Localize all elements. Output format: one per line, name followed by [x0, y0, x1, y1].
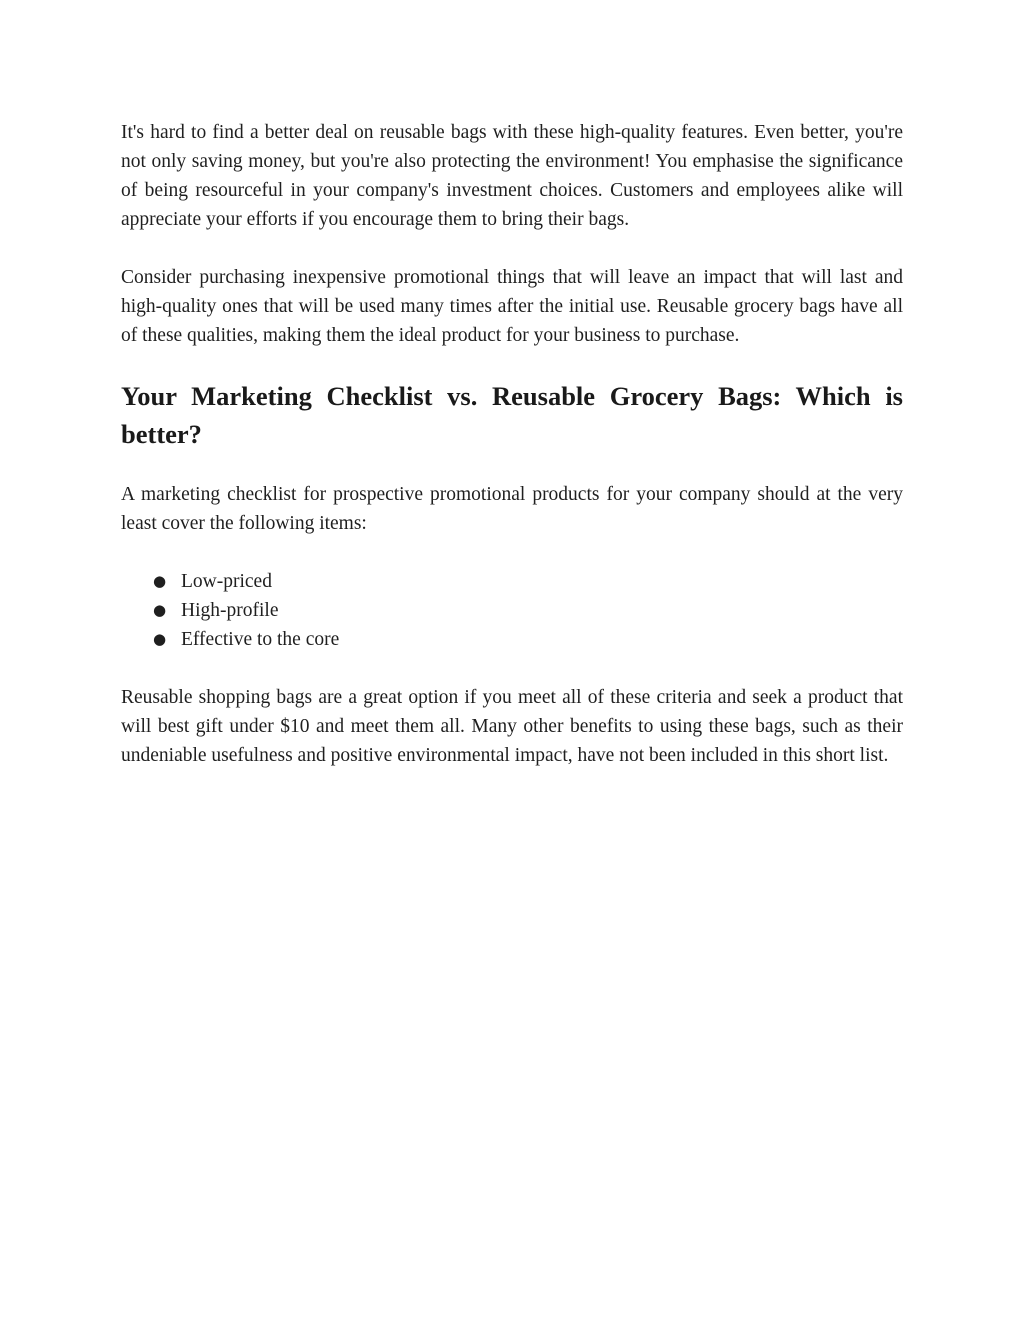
bullet-icon: ● — [153, 601, 167, 619]
checklist-bullet-list — [121, 567, 903, 654]
paragraph-closing: Reusable shopping bags are a great option if you meet all of these criteria and seek a product that will best gift under $10 and meet them all. Many other benefits to using these bags, such as their undeniable usefulness and positive environmental impact, have not been included in this short list. — [121, 687, 903, 766]
bullet-icon: ● — [153, 630, 167, 648]
paragraph-promotional-purchasing: Consider purchasing inexpensive promotional things that will leave an impact that will last and high-quality ones that will be used many times after the initial use. Reusable grocery bags have all of these qualities, making them the ideal product for your business to purchase. — [121, 267, 903, 346]
list-item — [121, 625, 903, 654]
document-page — [121, 118, 903, 770]
list-item-label: Low-priced — [181, 571, 272, 592]
paragraph-checklist-intro: A marketing checklist for prospective promotional products for your company should at the very least cover the following items: — [121, 484, 903, 534]
list-item-label: High-profile — [181, 600, 279, 621]
bullet-icon: ● — [153, 572, 167, 590]
list-item — [121, 596, 903, 625]
section-heading: Your Marketing Checklist vs. Reusable Grocery Bags: Which is better? — [121, 381, 903, 449]
paragraph-reusable-bags-deal: It's hard to find a better deal on reusable bags with these high-quality features. Even better, you're not only saving money, but you're also protecting the environment! You emphasise the significance of being resourceful in your company's investment choices. Customers and employees alike will appreciate your efforts if you encourage them to bring their bags. — [121, 122, 903, 230]
list-item-label: Effective to the core — [181, 629, 340, 650]
list-item — [121, 567, 903, 596]
